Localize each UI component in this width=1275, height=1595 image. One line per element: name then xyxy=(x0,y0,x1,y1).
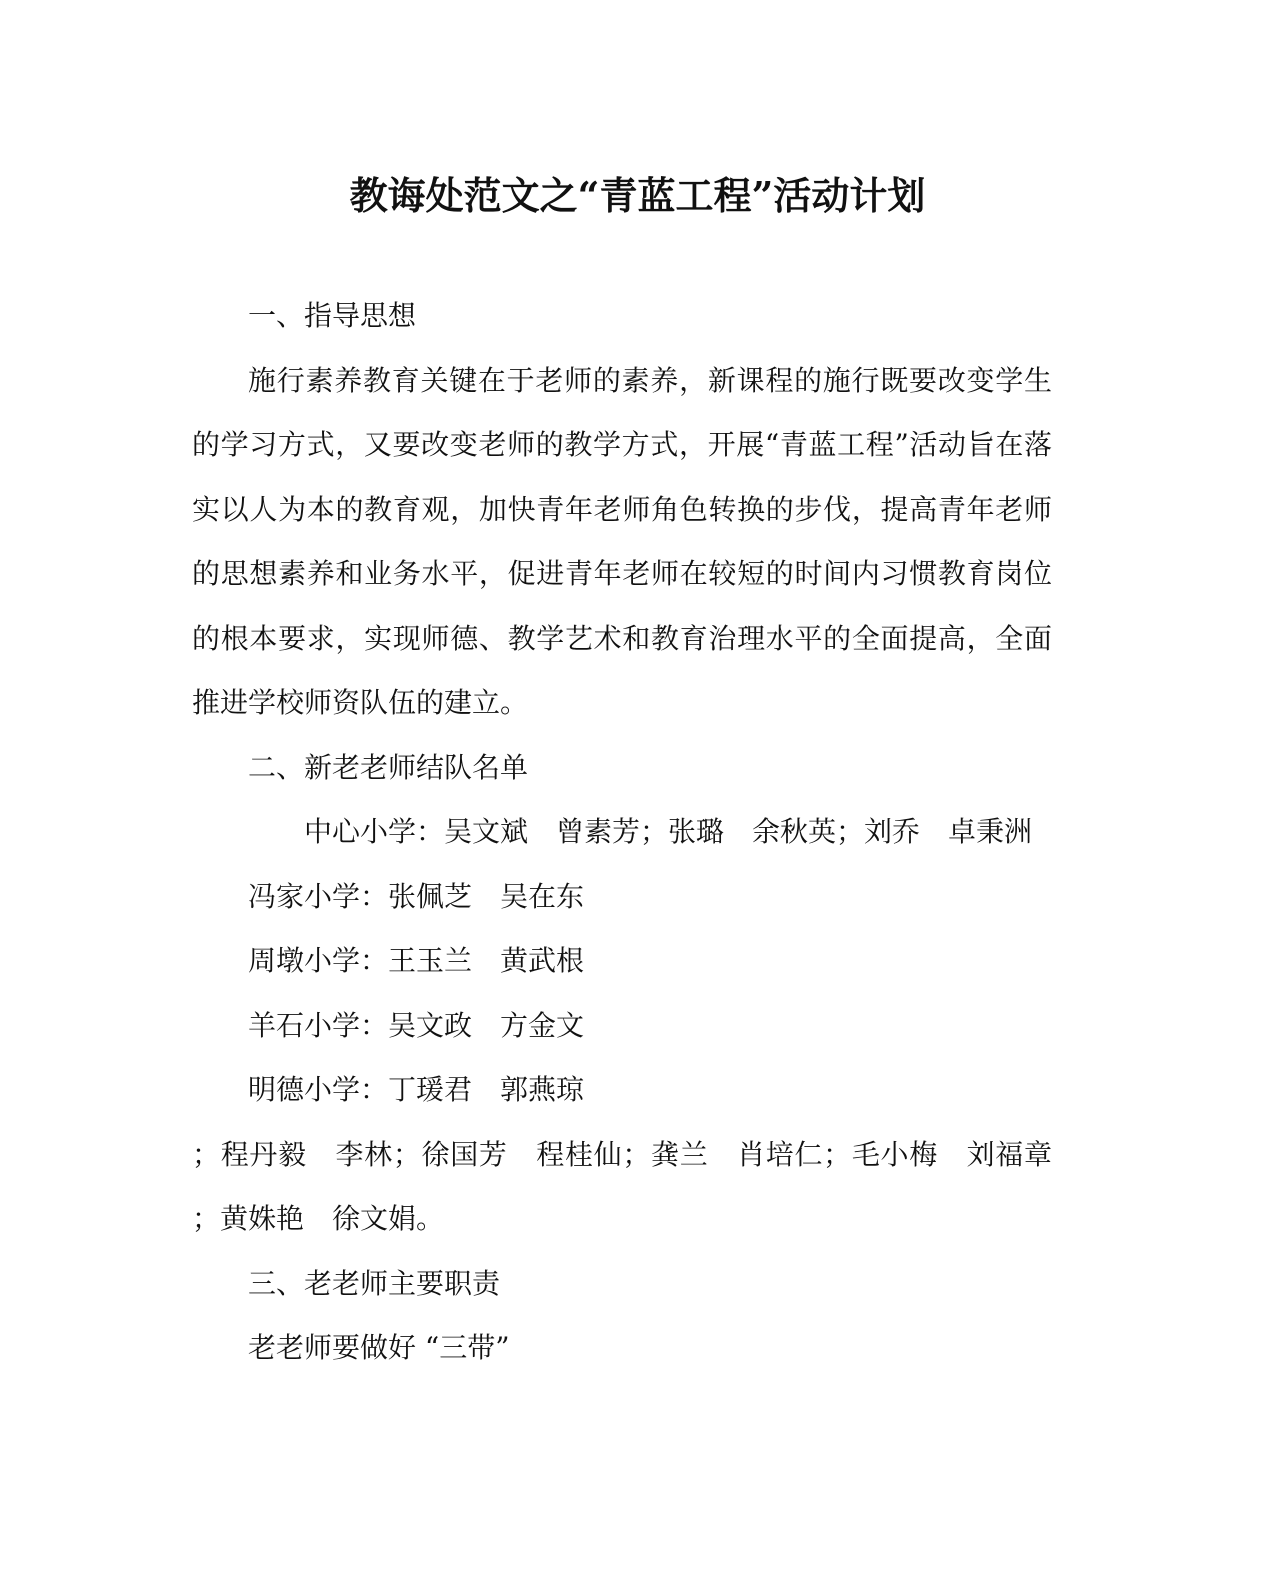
paragraph-line: 老老师要做好 “三带” xyxy=(248,1331,510,1364)
pairing-line-continued: ；程丹毅 李林；徐国芳 程桂仙；龚兰 肖培仁；毛小梅 刘福章 xyxy=(192,1137,1052,1171)
section-heading-pairing-list: 二、新老老师结队名单 xyxy=(248,750,529,784)
pairing-line-zhoudun: 周墩小学：王玉兰 黄武根 xyxy=(248,944,585,977)
section-heading-guiding-ideology: 一、指导思想 xyxy=(248,299,417,332)
section-heading-mentor-duties: 三、老老师主要职责 xyxy=(248,1266,501,1300)
paragraph-line: 的根本要求，实现师德、教学艺术和教育治理水平的全面提高，全面 xyxy=(192,621,1052,655)
pairing-line-yangshi: 羊石小学：吴文政 方金文 xyxy=(248,1008,585,1042)
paragraph-line: 实以人为本的教育观，加快青年老师角色转换的步伐，提高青年老师 xyxy=(192,492,1052,526)
pairing-line-fengjia: 冯家小学：张佩芝 吴在东 xyxy=(248,879,585,913)
document-title: 教诲处范文之“青蓝工程”活动计划 xyxy=(349,173,926,218)
pairing-line-continued: ；黄姝艳 徐文娟。 xyxy=(192,1202,445,1235)
paragraph-line: 施行素养教育关键在于老师的素养，新课程的施行既要改变学生 xyxy=(248,363,1052,397)
pairing-line-zhongxin: 中心小学：吴文斌 曾素芳；张璐 余秋英；刘乔 卓秉洲 xyxy=(304,815,1033,848)
paragraph-line: 的思想素养和业务水平，促进青年老师在较短的时间内习惯教育岗位 xyxy=(192,557,1052,590)
paragraph-line: 推进学校师资队伍的建立。 xyxy=(192,686,529,719)
document-body xyxy=(192,284,1052,1381)
pairing-line-mingde: 明德小学：丁瑗君 郭燕琼 xyxy=(248,1073,585,1106)
paragraph-line: 的学习方式，又要改变老师的教学方式，开展“青蓝工程”活动旨在落 xyxy=(192,428,1052,461)
